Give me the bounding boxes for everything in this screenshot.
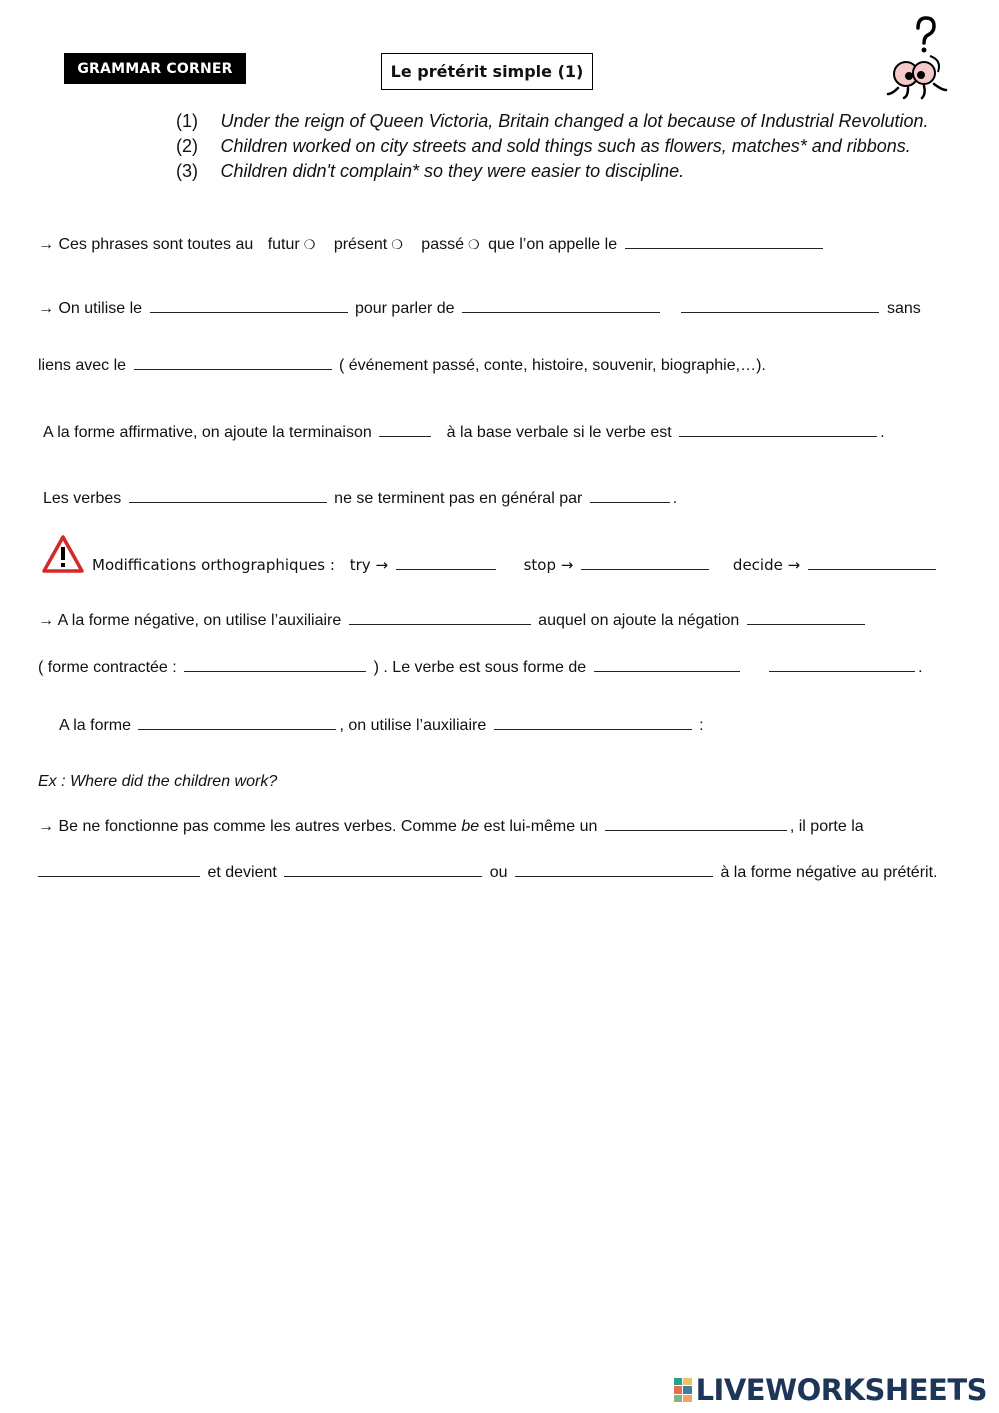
answer-blank[interactable] bbox=[625, 234, 823, 249]
be-word: be bbox=[461, 818, 480, 835]
usage-line-continued bbox=[38, 355, 766, 375]
grammar-corner-badge: GRAMMAR CORNER bbox=[64, 53, 246, 84]
usage-line bbox=[38, 298, 921, 318]
verb-stop: stop bbox=[523, 556, 556, 574]
question-text: et devient bbox=[207, 864, 277, 881]
example-2 bbox=[176, 136, 911, 157]
question-text: ou bbox=[489, 864, 508, 881]
question-text: auquel on ajoute la négation bbox=[538, 612, 740, 629]
question-text: ( forme contractée : bbox=[38, 659, 177, 676]
answer-blank[interactable] bbox=[138, 715, 336, 730]
question-text: ) . Le verbe est sous forme de bbox=[373, 659, 587, 676]
arrow-icon: → bbox=[375, 556, 389, 574]
example-number: (1) bbox=[176, 111, 198, 131]
liveworksheets-brand: LIVEWORKSHEETS bbox=[695, 1373, 987, 1407]
question-text: à la forme négative au prétérit. bbox=[720, 864, 938, 881]
answer-blank[interactable] bbox=[494, 715, 692, 730]
question-text: Les verbes bbox=[43, 490, 122, 507]
question-text: ( événement passé, conte, histoire, souvenir, biographie,…). bbox=[338, 357, 766, 374]
interrogative-line bbox=[59, 715, 704, 735]
negative-line bbox=[38, 610, 868, 630]
radio-passe[interactable]: ❍ bbox=[468, 237, 480, 252]
question-text: ne se terminent pas en général par bbox=[334, 490, 583, 507]
example-number: (3) bbox=[176, 161, 198, 181]
example-1 bbox=[176, 111, 929, 132]
contracted-form-line bbox=[38, 657, 923, 677]
answer-blank[interactable] bbox=[605, 816, 787, 831]
answer-blank[interactable] bbox=[681, 298, 879, 313]
arrow-icon: → bbox=[560, 556, 574, 574]
punctuation: . bbox=[672, 490, 678, 507]
answer-blank[interactable] bbox=[581, 555, 709, 570]
answer-blank[interactable] bbox=[284, 862, 482, 877]
question-text: Be ne fonctionne pas comme les autres verbes. Comme bbox=[58, 818, 457, 835]
answer-blank[interactable] bbox=[769, 657, 915, 672]
arrow-icon: → bbox=[38, 300, 54, 317]
question-text: A la forme négative, on utilise l’auxiliaire bbox=[57, 612, 342, 629]
affirmative-line bbox=[43, 422, 885, 442]
warning-icon bbox=[42, 535, 84, 573]
spelling-changes-line bbox=[92, 555, 939, 574]
irregular-verbs-line bbox=[43, 488, 677, 508]
question-text: liens avec le bbox=[38, 357, 127, 374]
example-text: Children didn't complain* so they were easier to discipline. bbox=[220, 161, 685, 181]
question-text: , on utilise l’auxiliaire bbox=[339, 717, 487, 734]
answer-blank[interactable] bbox=[808, 555, 936, 570]
example-number: (2) bbox=[176, 136, 198, 156]
question-text: sans bbox=[886, 300, 921, 317]
question-tense bbox=[38, 234, 826, 254]
page-title: Le prétérit simple (1) bbox=[381, 53, 593, 90]
arrow-icon: → bbox=[787, 556, 801, 574]
be-verb-line-continued bbox=[38, 862, 937, 882]
question-text: que l’on appelle le bbox=[488, 236, 618, 253]
question-text: On utilise le bbox=[58, 300, 143, 317]
question-text: Ces phrases sont toutes au bbox=[58, 236, 254, 253]
answer-blank[interactable] bbox=[515, 862, 713, 877]
answer-blank[interactable] bbox=[747, 610, 865, 625]
answer-blank[interactable] bbox=[379, 422, 431, 437]
answer-blank[interactable] bbox=[129, 488, 327, 503]
verb-decide: decide bbox=[732, 556, 783, 574]
arrow-icon: → bbox=[38, 236, 54, 253]
answer-blank[interactable] bbox=[679, 422, 877, 437]
punctuation: . bbox=[918, 659, 923, 676]
arrow-icon: → bbox=[38, 818, 54, 835]
question-text: , il porte la bbox=[789, 818, 864, 835]
option-futur-label: futur bbox=[267, 236, 300, 253]
example-text: Children worked on city streets and sold things such as flowers, matches* and ribbons. bbox=[220, 136, 911, 156]
arrow-icon: → bbox=[38, 612, 54, 629]
answer-blank[interactable] bbox=[594, 657, 740, 672]
answer-blank[interactable] bbox=[349, 610, 531, 625]
radio-present[interactable]: ❍ bbox=[391, 237, 403, 252]
question-text: A la forme bbox=[59, 717, 132, 734]
answer-blank[interactable] bbox=[150, 298, 348, 313]
question-text: A la forme affirmative, on ajoute la terminaison bbox=[43, 424, 372, 441]
example-3 bbox=[176, 161, 684, 182]
punctuation: . bbox=[880, 424, 885, 441]
example-text: Under the reign of Queen Victoria, Britain changed a lot because of Industrial Revolution. bbox=[220, 111, 929, 131]
answer-blank[interactable] bbox=[396, 555, 496, 570]
thinking-mascot-icon bbox=[886, 16, 948, 100]
radio-futur[interactable]: ❍ bbox=[303, 237, 316, 252]
question-text: est lui-même un bbox=[483, 818, 598, 835]
liveworksheets-logo bbox=[674, 1373, 987, 1407]
question-text: à la base verbale si le verbe est bbox=[446, 424, 672, 441]
answer-blank[interactable] bbox=[184, 657, 366, 672]
be-verb-line bbox=[38, 816, 864, 836]
answer-blank[interactable] bbox=[134, 355, 332, 370]
liveworksheets-logo-icon bbox=[674, 1378, 692, 1402]
answer-blank[interactable] bbox=[462, 298, 660, 313]
answer-blank[interactable] bbox=[38, 862, 200, 877]
option-present-label: présent bbox=[333, 236, 388, 253]
question-text: Modiffications orthographiques : bbox=[92, 556, 335, 574]
punctuation: : bbox=[699, 717, 704, 734]
answer-blank[interactable] bbox=[590, 488, 670, 503]
question-text: pour parler de bbox=[354, 300, 455, 317]
verb-try: try bbox=[349, 556, 371, 574]
example-question: Ex : Where did the children work? bbox=[38, 773, 278, 790]
option-passe-label: passé bbox=[421, 236, 464, 253]
